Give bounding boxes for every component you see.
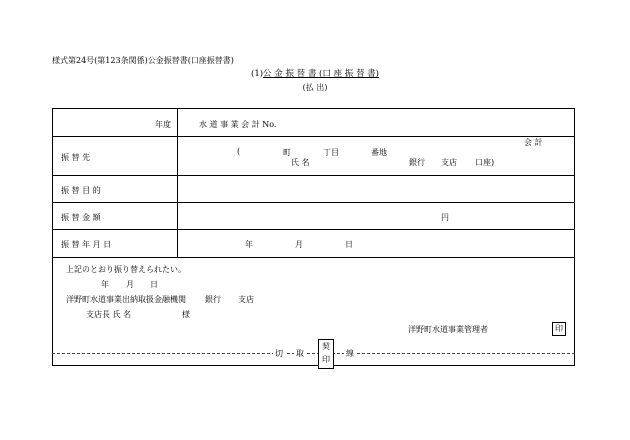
shimei-label: 氏 名 [291,158,310,167]
chome-label: 丁目 [323,148,339,157]
nendo-label: 年度 [155,120,171,129]
kaikei-label: 会 計 [524,138,543,147]
nendo-value: 水 道 事 業 会 計 No. [199,120,277,129]
column-divider [177,109,178,257]
bank-name-label: 銀行 [205,295,221,304]
keiin-stamp: 契印 [318,339,334,369]
date-day: 日 [150,280,158,289]
branch-name-label: 支店 [238,295,254,304]
furikae-saki-label [61,152,171,163]
title-prefix: (1) [251,69,264,79]
cut-line [52,353,575,354]
koza-label: 口座) [475,158,495,167]
row-divider [53,175,574,176]
kingaku-label: 振 替 金 額 [61,213,101,222]
form-subtitle: (払 出) [302,83,328,92]
date-month: 月 [126,280,134,289]
seal-stamp: 印 [552,322,566,336]
manager-label: 洋野町水道事業管理者 [408,325,488,334]
furikae-saki-label-text: 振 替 先 [61,153,91,162]
form-label: 様式第24号(第123条関係)公金振替書(口座振替書) [52,56,234,65]
address-open-paren: ( [237,147,241,156]
title-text: 公 金 振 替 書 (口 座 振 替 書) [263,69,379,79]
cut-kiri: 切 [275,349,283,358]
statement-text: 上記のとおり振り替えられたい。 [66,265,186,274]
date-year: 年 [101,280,109,289]
nengappi-label: 振 替 年 月 日 [61,240,112,249]
form-title [0,70,630,79]
bank-line: 洋野町水道事業出納取扱金融機関 [66,295,186,304]
nengappi-year: 年 [245,240,253,249]
nengappi-month: 月 [295,240,303,249]
cut-sen: 線 [346,349,354,358]
row-divider [53,136,574,137]
machi-label: 町 [283,148,291,157]
row-divider [53,202,574,203]
nengappi-day: 日 [345,240,353,249]
cut-tori: 取 [296,349,304,358]
ginko-label: 銀行 [409,158,425,167]
transfer-form-table [52,108,575,366]
banchi-label: 番地 [371,148,387,157]
branch-head-label: 支店長 氏 名 [86,310,132,319]
shiten-label: 支店 [441,158,457,167]
sama-label: 様 [182,310,190,319]
mokuteki-label: 振 替 目 的 [61,186,101,195]
row-divider [53,229,574,230]
yen-unit: 円 [441,213,449,222]
row-divider [53,257,574,258]
